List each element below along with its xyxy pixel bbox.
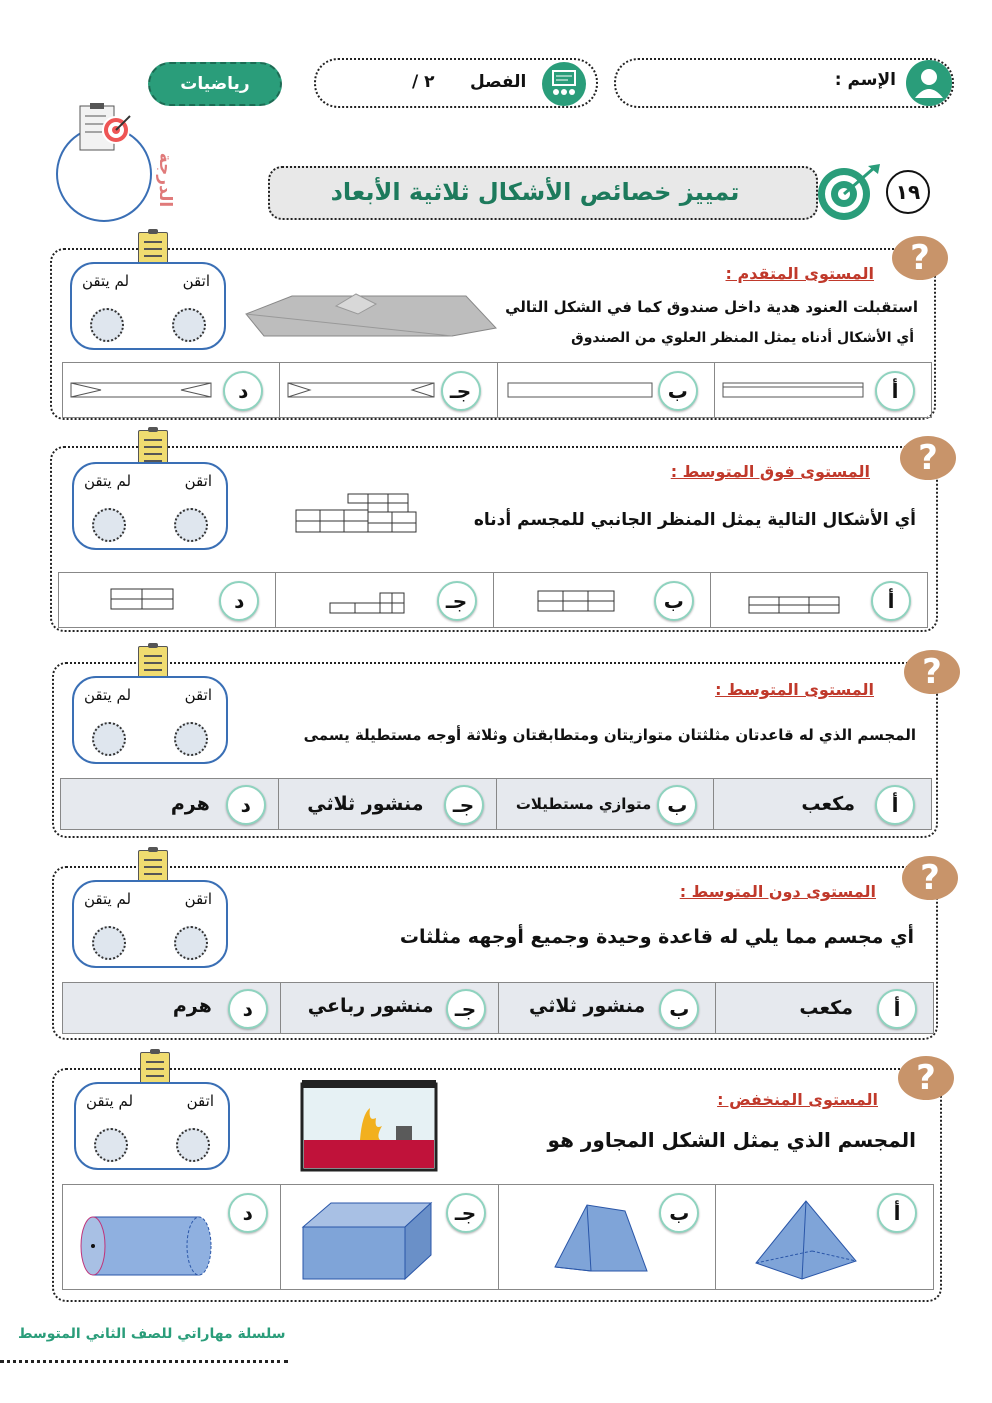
not-mastered-label: لم يتقن bbox=[86, 1092, 134, 1110]
option-d-label: هرم bbox=[172, 995, 212, 1017]
option-d-shape bbox=[71, 383, 211, 399]
option-letter: ب bbox=[654, 581, 694, 621]
option-c[interactable] bbox=[275, 573, 492, 627]
lesson-title: تمييز خصائص الأشكال ثلاثية الأبعاد bbox=[330, 178, 740, 206]
mastered-circle[interactable] bbox=[174, 722, 208, 756]
option-c-label: منشور رباعي bbox=[307, 995, 434, 1017]
subject-badge: رياضيات bbox=[148, 62, 282, 106]
option-letter: د bbox=[223, 371, 263, 411]
cylinder-shape bbox=[79, 1215, 213, 1279]
question-mark-icon: ? bbox=[900, 436, 956, 480]
option-letter: د bbox=[219, 581, 259, 621]
option-letter: جـ bbox=[437, 581, 477, 621]
option-letter: أ bbox=[877, 989, 917, 1029]
not-mastered-label: لم يتقن bbox=[84, 686, 132, 704]
option-letter: أ bbox=[875, 785, 915, 825]
rectangular-prism-shape bbox=[301, 1199, 435, 1283]
option-letter: أ bbox=[877, 1193, 917, 1233]
question-5-text: المجسم الذي يمثل الشكل المجاور هو bbox=[547, 1128, 916, 1152]
mastery-box-1 bbox=[70, 262, 226, 350]
question-mark-icon: ? bbox=[898, 1056, 954, 1100]
question-2-options bbox=[58, 572, 928, 628]
option-letter: جـ bbox=[446, 1193, 486, 1233]
grade-label: الدرجة bbox=[155, 152, 176, 208]
option-letter: جـ bbox=[444, 785, 484, 825]
option-a-shape bbox=[723, 383, 863, 399]
question-mark-icon: ? bbox=[892, 236, 948, 280]
option-letter: د bbox=[228, 1193, 268, 1233]
triangular-prism-shape bbox=[535, 1199, 659, 1283]
name-field[interactable] bbox=[614, 58, 954, 108]
option-a-label: مكعب bbox=[801, 793, 855, 815]
option-c[interactable] bbox=[279, 363, 496, 417]
option-b-shape bbox=[508, 383, 652, 399]
option-d[interactable] bbox=[63, 1185, 280, 1289]
target-clipboard-icon bbox=[76, 102, 132, 154]
avatar-icon bbox=[906, 60, 952, 106]
option-d[interactable] bbox=[63, 363, 279, 417]
option-a[interactable] bbox=[715, 1185, 933, 1289]
question-1-level: المستوى المتقدم : bbox=[725, 264, 874, 283]
mastered-label: اتقن bbox=[184, 890, 212, 908]
question-1-text-2: أي الأشكال أدناه يمثل المنظر العلوي من الصندوق bbox=[571, 330, 914, 346]
not-mastered-circle[interactable] bbox=[92, 926, 126, 960]
option-b-label: منشور ثلاثي bbox=[529, 995, 646, 1017]
mastered-circle[interactable] bbox=[172, 308, 206, 342]
mastered-label: اتقن bbox=[184, 472, 212, 490]
class-value: ٢ / bbox=[412, 72, 435, 92]
question-5-level: المستوى المنخفض : bbox=[717, 1090, 878, 1109]
option-c[interactable] bbox=[278, 779, 496, 829]
not-mastered-label: لم يتقن bbox=[84, 472, 132, 490]
question-4-text: أي مجسم مما يلي له قاعدة وحيدة وجميع أوجهه مثلثات bbox=[399, 926, 914, 948]
class-label: الفصل bbox=[470, 72, 527, 92]
question-5-options bbox=[62, 1184, 934, 1290]
option-letter: جـ bbox=[441, 371, 481, 411]
not-mastered-label: لم يتقن bbox=[84, 890, 132, 908]
option-a-label: مكعب bbox=[799, 997, 853, 1019]
pyramid-shape bbox=[752, 1199, 862, 1285]
question-mark-icon: ? bbox=[904, 650, 960, 694]
mastery-box-3 bbox=[72, 676, 228, 764]
option-c-shape bbox=[330, 593, 406, 615]
mastery-box-4 bbox=[72, 880, 228, 968]
mastered-circle[interactable] bbox=[176, 1128, 210, 1162]
not-mastered-label: لم يتقن bbox=[82, 272, 130, 290]
option-b[interactable] bbox=[496, 779, 714, 829]
option-b[interactable] bbox=[498, 1185, 716, 1289]
option-a-shape bbox=[749, 597, 839, 615]
not-mastered-circle[interactable] bbox=[92, 508, 126, 542]
question-4-options bbox=[62, 982, 934, 1034]
question-3-options bbox=[60, 778, 932, 830]
option-c[interactable] bbox=[280, 1185, 498, 1289]
not-mastered-circle[interactable] bbox=[94, 1128, 128, 1162]
option-letter: أ bbox=[875, 371, 915, 411]
aquarium-image bbox=[300, 1078, 440, 1174]
option-letter: د bbox=[228, 989, 268, 1029]
question-2-level: المستوى فوق المتوسط : bbox=[670, 462, 870, 481]
target-icon bbox=[808, 160, 882, 224]
question-4-level: المستوى دون المتوسط : bbox=[679, 882, 876, 901]
option-d[interactable] bbox=[63, 983, 280, 1033]
question-1-options bbox=[62, 362, 932, 418]
not-mastered-circle[interactable] bbox=[90, 308, 124, 342]
mastered-label: اتقن bbox=[184, 686, 212, 704]
option-b[interactable] bbox=[498, 983, 716, 1033]
question-mark-icon: ? bbox=[902, 856, 958, 900]
mastered-circle[interactable] bbox=[174, 508, 208, 542]
option-letter: ب bbox=[657, 785, 697, 825]
footer-divider bbox=[0, 1360, 288, 1363]
option-letter: أ bbox=[871, 581, 911, 621]
mastery-box-2 bbox=[72, 462, 228, 550]
class-icon bbox=[542, 62, 586, 106]
question-3-level: المستوى المتوسط : bbox=[715, 680, 874, 699]
option-b[interactable] bbox=[493, 573, 710, 627]
option-d[interactable] bbox=[59, 573, 275, 627]
option-b-shape bbox=[538, 591, 614, 613]
option-d-shape bbox=[111, 589, 173, 611]
not-mastered-circle[interactable] bbox=[92, 722, 126, 756]
footer-text: سلسلة مهاراتي للصف الثاني المتوسط bbox=[18, 1326, 286, 1342]
stacked-cubes-image bbox=[296, 490, 428, 536]
option-letter: جـ bbox=[446, 989, 486, 1029]
question-3-text: المجسم الذي له قاعدتان مثلثتان متوازيتان ومتطابقتان وثلاثة أوجه مستطيلة يسمى bbox=[303, 726, 916, 744]
option-a[interactable] bbox=[715, 983, 933, 1033]
option-d-label: هرم bbox=[170, 793, 210, 815]
mastered-label: اتقن bbox=[186, 1092, 214, 1110]
mastered-circle[interactable] bbox=[174, 926, 208, 960]
option-b[interactable] bbox=[497, 363, 714, 417]
lesson-number: ١٩ bbox=[886, 170, 930, 214]
question-2-text: أي الأشكال التالية يمثل المنظر الجانبي للمجسم أدناه bbox=[473, 510, 916, 530]
option-d[interactable] bbox=[61, 779, 278, 829]
question-1-text: استقبلت العنود هدية داخل صندوق كما في الشكل التالي bbox=[505, 298, 918, 316]
mastery-box-5 bbox=[74, 1082, 230, 1170]
name-label: الإسم : bbox=[834, 70, 896, 90]
option-c-label: منشور ثلاثي bbox=[307, 793, 424, 815]
option-b-label: متوازي مستطيلات bbox=[515, 795, 652, 813]
mastered-label: اتقن bbox=[182, 272, 210, 290]
option-a[interactable] bbox=[710, 573, 927, 627]
option-letter: ب bbox=[658, 371, 698, 411]
option-letter: د bbox=[226, 785, 266, 825]
option-a[interactable] bbox=[713, 779, 931, 829]
option-letter: ب bbox=[659, 1193, 699, 1233]
option-a[interactable] bbox=[714, 363, 931, 417]
gift-box-image bbox=[246, 292, 496, 342]
option-letter: ب bbox=[659, 989, 699, 1029]
option-c[interactable] bbox=[280, 983, 498, 1033]
option-c-shape bbox=[288, 383, 434, 399]
